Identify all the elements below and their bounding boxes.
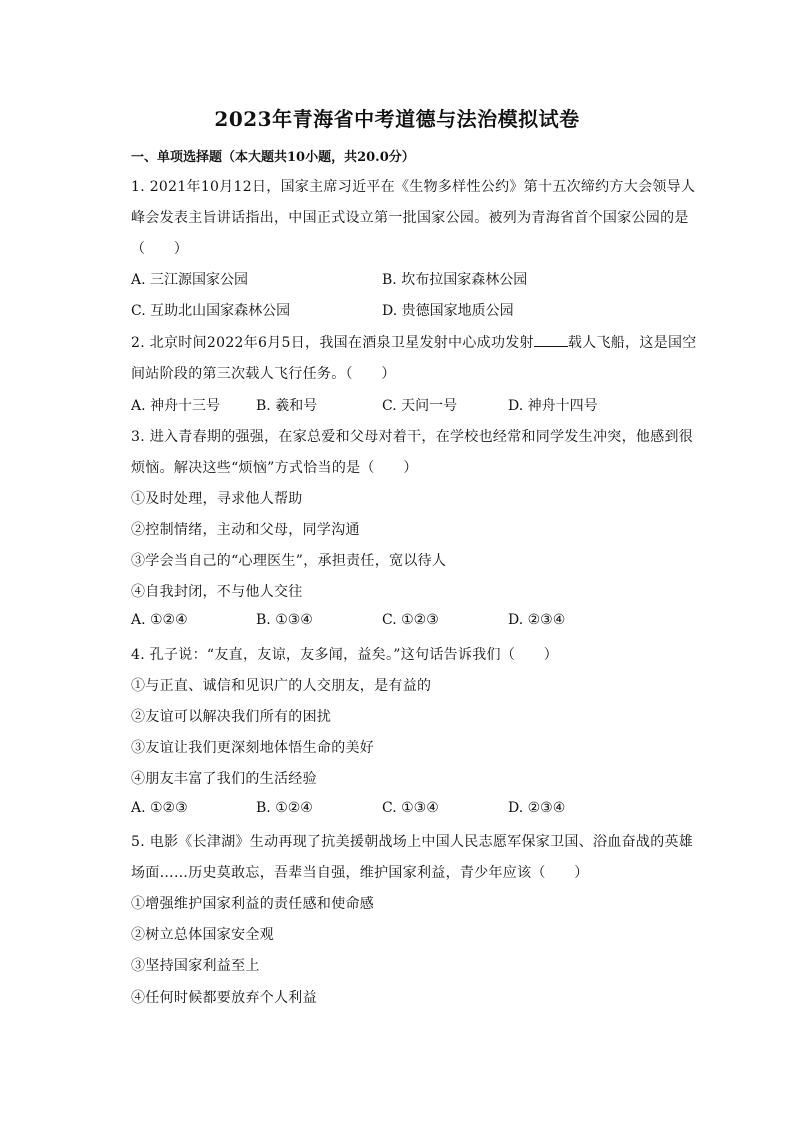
q4-option-d: D. ②③④ xyxy=(508,800,566,816)
q5-statement-4: ④任何时候都要放弃个人利益 xyxy=(131,990,317,1006)
q1-option-b: B. 坎布拉国家森林公园 xyxy=(382,272,528,288)
q4-statement-4: ④朋友丰富了我们的生活经验 xyxy=(131,771,317,787)
q3-option-b: B. ①③④ xyxy=(256,612,313,628)
q3-statement-1: ①及时处理，寻求他人帮助 xyxy=(131,491,303,507)
q5-line-2: 场面……历史莫敢忘，吾辈当自强，维护国家利益，青少年应该（ ） xyxy=(131,865,589,881)
q5-statement-3: ③坚持国家利益至上 xyxy=(131,958,260,974)
q1-line-3: （ ） xyxy=(131,241,189,257)
q3-statement-3: ③学会当自己的“心理医生”，承担责任，宽以待人 xyxy=(131,553,447,569)
q4-option-c: C. ①③④ xyxy=(382,800,439,816)
q1-line-1: 1. 2021年10月12日，国家主席习近平在《生物多样性公约》第十五次缔约方大会领导人 xyxy=(131,179,696,195)
q3-line-1: 3. 进入青春期的强强，在家总爱和父母对着干，在学校也经常和同学发生冲突，他感到很 xyxy=(131,429,694,445)
q5-statement-2: ②树立总体国家安全观 xyxy=(131,927,274,943)
q1-option-d: D. 贵德国家地质公园 xyxy=(382,303,514,319)
answer-blank xyxy=(534,334,568,347)
q2-line-1 xyxy=(131,332,697,352)
q2-line-2: 间站阶段的第三次载人飞行任务。（ ） xyxy=(131,366,396,382)
q1-line-2: 峰会发表主旨讲话指出，中国正式设立第一批国家公园。被列为青海省首个国家公园的是 xyxy=(131,210,689,226)
q4-statement-1: ①与正直、诚信和见识广的人交朋友，是有益的 xyxy=(131,678,432,694)
q4-line-1: 4. 孔子说：“友直，友谅，友多闻，益矣。”这句话告诉我们（ ） xyxy=(131,647,559,663)
q1-option-c: C. 互助北山国家森林公园 xyxy=(131,303,291,319)
q2-option-a: A. 神舟十三号 xyxy=(131,398,221,414)
q1-option-a: A. 三江源国家公园 xyxy=(131,272,249,288)
q2-line-1-end: 载人飞船，这是国空 xyxy=(567,335,697,351)
q2-line-1-start: 2. 北京时间2022年6月5日，我国在酒泉卫星发射中心成功发射 xyxy=(131,335,534,351)
section-heading: 一、单项选择题（本大题共10小题，共20.0分） xyxy=(131,150,415,165)
q4-option-a: A. ①②③ xyxy=(131,800,188,816)
q3-statement-2: ②控制情绪，主动和父母，同学沟通 xyxy=(131,522,360,538)
q5-statement-1: ①增强维护国家利益的责任感和使命感 xyxy=(131,896,375,912)
q2-option-d: D. 神舟十四号 xyxy=(508,398,598,414)
q2-option-b: B. 羲和号 xyxy=(256,398,318,414)
q2-option-c: C. 天问一号 xyxy=(382,398,458,414)
q4-option-b: B. ①②④ xyxy=(256,800,313,816)
exam-title: 2023年青海省中考道德与法治模拟试卷 xyxy=(214,107,580,131)
q3-option-a: A. ①②④ xyxy=(131,612,188,628)
q5-line-1: 5. 电影《长津湖》生动再现了抗美援朝战场上中国人民志愿军保家卫国、浴血奋战的英雄 xyxy=(131,834,694,850)
q3-option-d: D. ②③④ xyxy=(508,612,566,628)
q4-statement-3: ③友谊让我们更深刻地体悟生命的美好 xyxy=(131,740,375,756)
q3-option-c: C. ①②③ xyxy=(382,612,439,628)
q3-statement-4: ④自我封闭，不与他人交往 xyxy=(131,584,303,600)
q3-line-2: 烦恼。解决这些“烦恼”方式恰当的是（ ） xyxy=(131,460,418,476)
q4-statement-2: ②友谊可以解决我们所有的困扰 xyxy=(131,709,332,725)
